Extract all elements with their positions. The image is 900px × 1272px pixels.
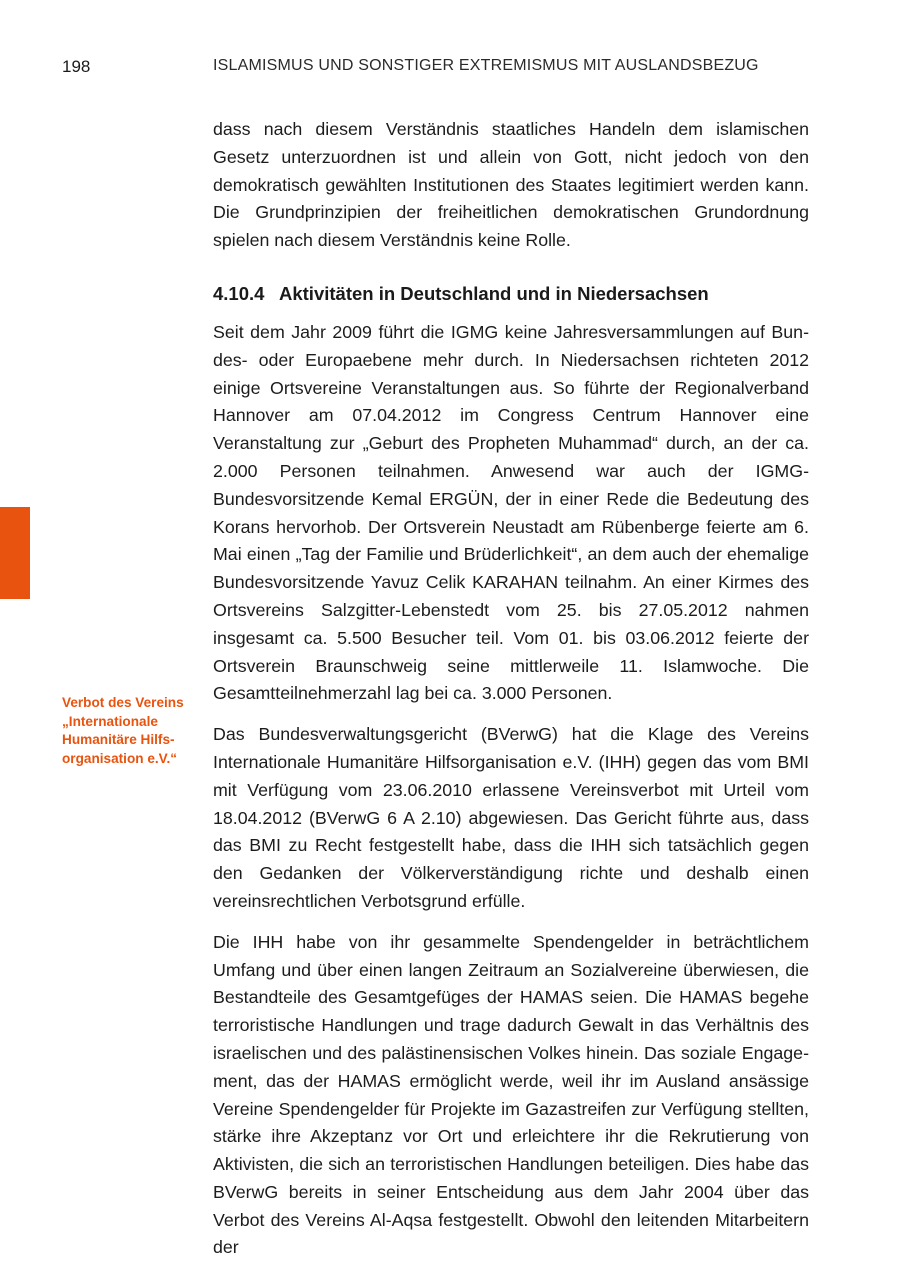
margin-note-line: „Internationale xyxy=(62,713,158,729)
main-text-column xyxy=(213,116,809,1262)
margin-note-line: Humanitäre Hilfs- xyxy=(62,732,175,748)
ihh-paragraph: Die IHH habe von ihr gesammelte Spendengelder in beträchtlichem Umfang und über einen langen Zeitraum an Sozialvereine überwiesen, die Bestandteile des Gesamtgefüges der HAMAS seien. Die HAMAS begehe terroristische Handlungen und trage dadurch Gewalt in das Verhältnis des israelischen und des palästinensischen Volkes hinein. Das soziale Engagement, das der HAMAS ermöglicht werde, weil ihr im Ausland ansässige Vereine Spendengelder für Projekte im Gazastreifen zur Verfügung stellten, stärke ihre Akzeptanz vor Ort und erleichtere ihr die Rekrutierung von Aktivisten, die sich an terroristischen Handlungen beteiligen. Dies habe das BVerwG bereits in seiner Entscheidung aus dem Jahr 2004 über das Verbot des Vereins Al-Aqsa festgestellt. Obwohl den leitenden Mitarbeitern der xyxy=(213,931,809,1258)
section-number: 4.10.4 xyxy=(213,282,265,304)
margin-note-line: Verbot des Vereins xyxy=(62,695,184,710)
section-heading xyxy=(213,281,809,307)
ban-paragraph: Das Bundesverwaltungsgericht (BVerwG) hat die Klage des Vereins Internationale Humanitäre Hilfsorganisation e.V. (IHH) gegen das vom BMI mit Verfügung vom 23.06.2010 erlassene Vereinsverbot mit Urteil vom 18.04.2012 (BVerwG 6 A 2.10) abgewiesen. Das Gericht führte aus, dass das BMI zu Recht festgestellt habe, dass die IHH sich tatsächlich gegen den Gedanken der Völkerverständigung richte und deshalb einen vereinsrechtlichen Verbotsgrund erfülle. xyxy=(213,724,809,911)
margin-note-ihh-ban xyxy=(62,694,202,768)
running-header: ISLAMISMUS UND SONSTIGER EXTREMISMUS MIT AUSLANDSBEZUG xyxy=(213,57,759,74)
chapter-tab-marker xyxy=(0,507,30,599)
intro-paragraph: dass nach diesem Verständnis staatliches Handeln dem islamischen Gesetz unterzuordnen ist und allein von Gott, nicht jedoch von den demokratisch gewählten Institutionen des Staates legitimiert werden kann. Die Grundprinzipien der freiheitlichen demokratischen Grundordnung spielen nach diesem Verständnis keine Rolle. xyxy=(213,119,809,251)
page-number: 198 xyxy=(62,57,91,76)
margin-note-line: organisation e.V.“ xyxy=(62,750,178,766)
section-title: Aktivitäten in Deutschland und in Niedersachsen xyxy=(279,282,709,304)
activities-paragraph: Seit dem Jahr 2009 führt die IGMG keine Jahresversammlungen auf Bundes- oder Europaebene mehr durch. In Niedersachsen richteten 2012 einige Ortsvereine Veranstaltungen aus. So führte der Regionalverband Hannover am 07.04.2012 im Congress Centrum Hannover eine Veranstaltung zur „Geburt des Propheten Muhammad“ durch, an der ca. 2.000 Personen teilnahmen. Anwesend war auch der IGMG-Bundesvorsitzende Kemal ERGÜN, der in einer Rede die Bedeutung des Korans hervorhob. Der Ortsverein Neustadt am Rübenberge feierte am 6. Mai einen „Tag der Familie und Brüderlichkeit“, an dem auch der ehemalige Bundesvorsitzende Yavuz Celik KARAHAN teilnahm. An einer Kirmes des Ortsvereins Salzgitter-Lebenstedt vom 25. bis 27.05.2012 nahmen insgesamt ca. 5.500 Besucher teil. Vom 01. bis 03.06.2012 feierte der Ortsverein Braunschweig seine mittlerweile 11. Islamwoche. Die Gesamtteilnehmerzahl lag bei ca. 3.000 Personen. xyxy=(213,321,809,704)
